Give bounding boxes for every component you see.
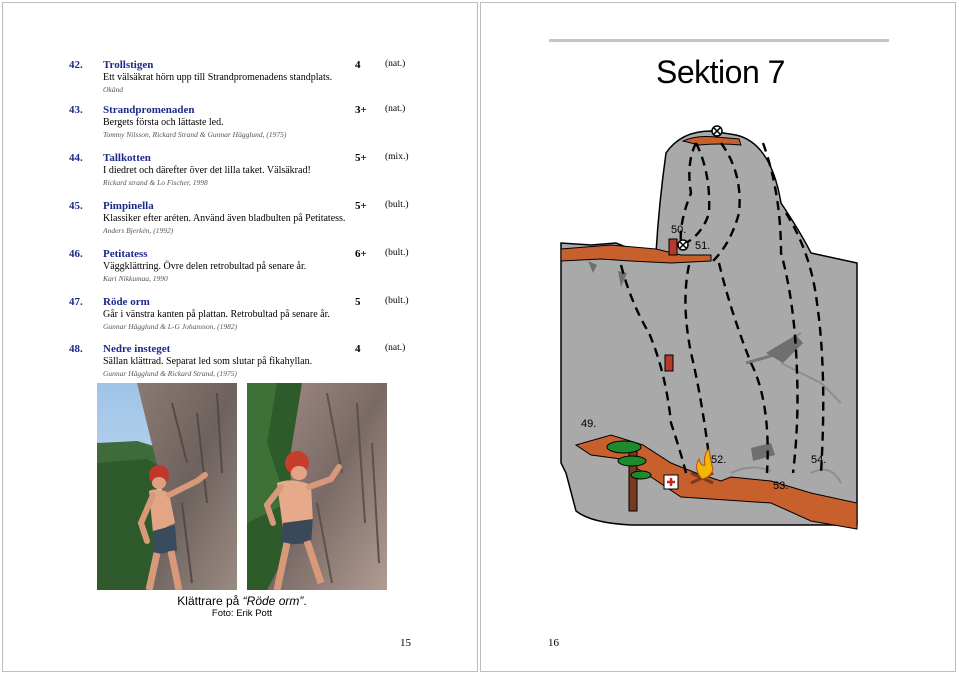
route-protection: (nat.) (385, 59, 406, 69)
route-number: 47. (69, 296, 83, 308)
route-name: Röde orm (103, 296, 150, 308)
route-number: 45. (69, 200, 83, 212)
map-label-49: 49. (581, 418, 597, 430)
route-name: Strandpromenaden (103, 104, 195, 116)
route-protection: (nat.) (385, 343, 406, 353)
map-label-50: 50. (671, 224, 687, 236)
caption-suffix: . (303, 594, 307, 608)
route-first-ascent: Okänd (103, 85, 123, 94)
route-grade: 5+ (355, 152, 367, 164)
map-label-54: 54. (811, 454, 827, 466)
route-description: Klassiker efter aréten. Använd även bladbulten på Petitatess. (103, 213, 346, 224)
route-description: Väggklättring. Övre delen retrobultad på senare år. (103, 261, 307, 272)
photo-caption (97, 594, 387, 608)
route-first-ascent: Gunnar Hägglund & L-G Johansson, (1982) (103, 322, 238, 331)
route-protection: (bult.) (385, 248, 409, 258)
route-first-ascent: Anders Bjerkén, (1992) (103, 226, 174, 235)
right-page (480, 2, 956, 672)
top-anchor-icon (712, 126, 722, 136)
route-first-ascent: Rickard strand & Lo Fischer, 1998 (103, 178, 208, 187)
route-name: Nedre insteget (103, 343, 171, 355)
route-name: Trollstigen (103, 59, 154, 71)
climber-photo-2 (247, 383, 387, 590)
climber-photo-1 (97, 383, 237, 590)
route-grade: 4 (355, 59, 361, 71)
page-number: 15 (400, 637, 411, 649)
route-number: 43. (69, 104, 83, 116)
map-label-51: 51. (695, 240, 711, 252)
photo-credit: Foto: Erik Pott (211, 608, 273, 619)
route-protection: (bult.) (385, 296, 409, 306)
map-label-53: 53. (773, 480, 789, 492)
route-name: Pimpinella (103, 200, 154, 212)
route-first-ascent: Kari Nikkumaa, 1990 (103, 274, 168, 283)
topo-map (481, 3, 955, 671)
route-number: 42. (69, 59, 83, 71)
route-protection: (nat.) (385, 104, 406, 114)
route-description: I diedret och därefter över det lilla taket. Välsäkrad! (103, 165, 311, 176)
route-number: 48. (69, 343, 83, 355)
route-number: 46. (69, 248, 83, 260)
anchor-icon (678, 240, 688, 250)
section-title: Sektion 7 (656, 54, 785, 90)
first-aid-icon (664, 475, 678, 489)
caption-route: “Röde orm” (242, 594, 304, 608)
page-number: 16 (548, 637, 559, 649)
route-grade: 4 (355, 343, 361, 355)
route-grade: 6+ (355, 248, 367, 260)
route-description: Bergets första och lättaste led. (103, 117, 224, 128)
route-first-ascent: Gunnar Hägglund & Rickard Strand, (1975) (103, 369, 237, 378)
route-grade: 5 (355, 296, 361, 308)
route-number: 44. (69, 152, 83, 164)
route-first-ascent: Tommy Nilsson, Rickard Strand & Gunnar Hägglund, (1975) (103, 130, 287, 139)
caption-prefix: Klättrare på (177, 594, 243, 608)
route-protection: (mix.) (385, 152, 409, 162)
route-description: Ett välsäkrat hörn upp till Strandpromenadens standplats. (103, 72, 333, 83)
route-description: Sällan klättrad. Separat led som slutar på fikahyllan. (103, 356, 313, 367)
route-grade: 5+ (355, 200, 367, 212)
route-protection: (bult.) (385, 200, 409, 210)
map-label-52: 52. (711, 454, 727, 466)
route-name: Petitatess (103, 248, 148, 260)
left-page (2, 2, 478, 672)
route-grade: 3+ (355, 104, 367, 116)
route-name: Tallkotten (103, 152, 151, 164)
route-description: Går i vänstra kanten på plattan. Retrobultad på senare år. (103, 309, 330, 320)
